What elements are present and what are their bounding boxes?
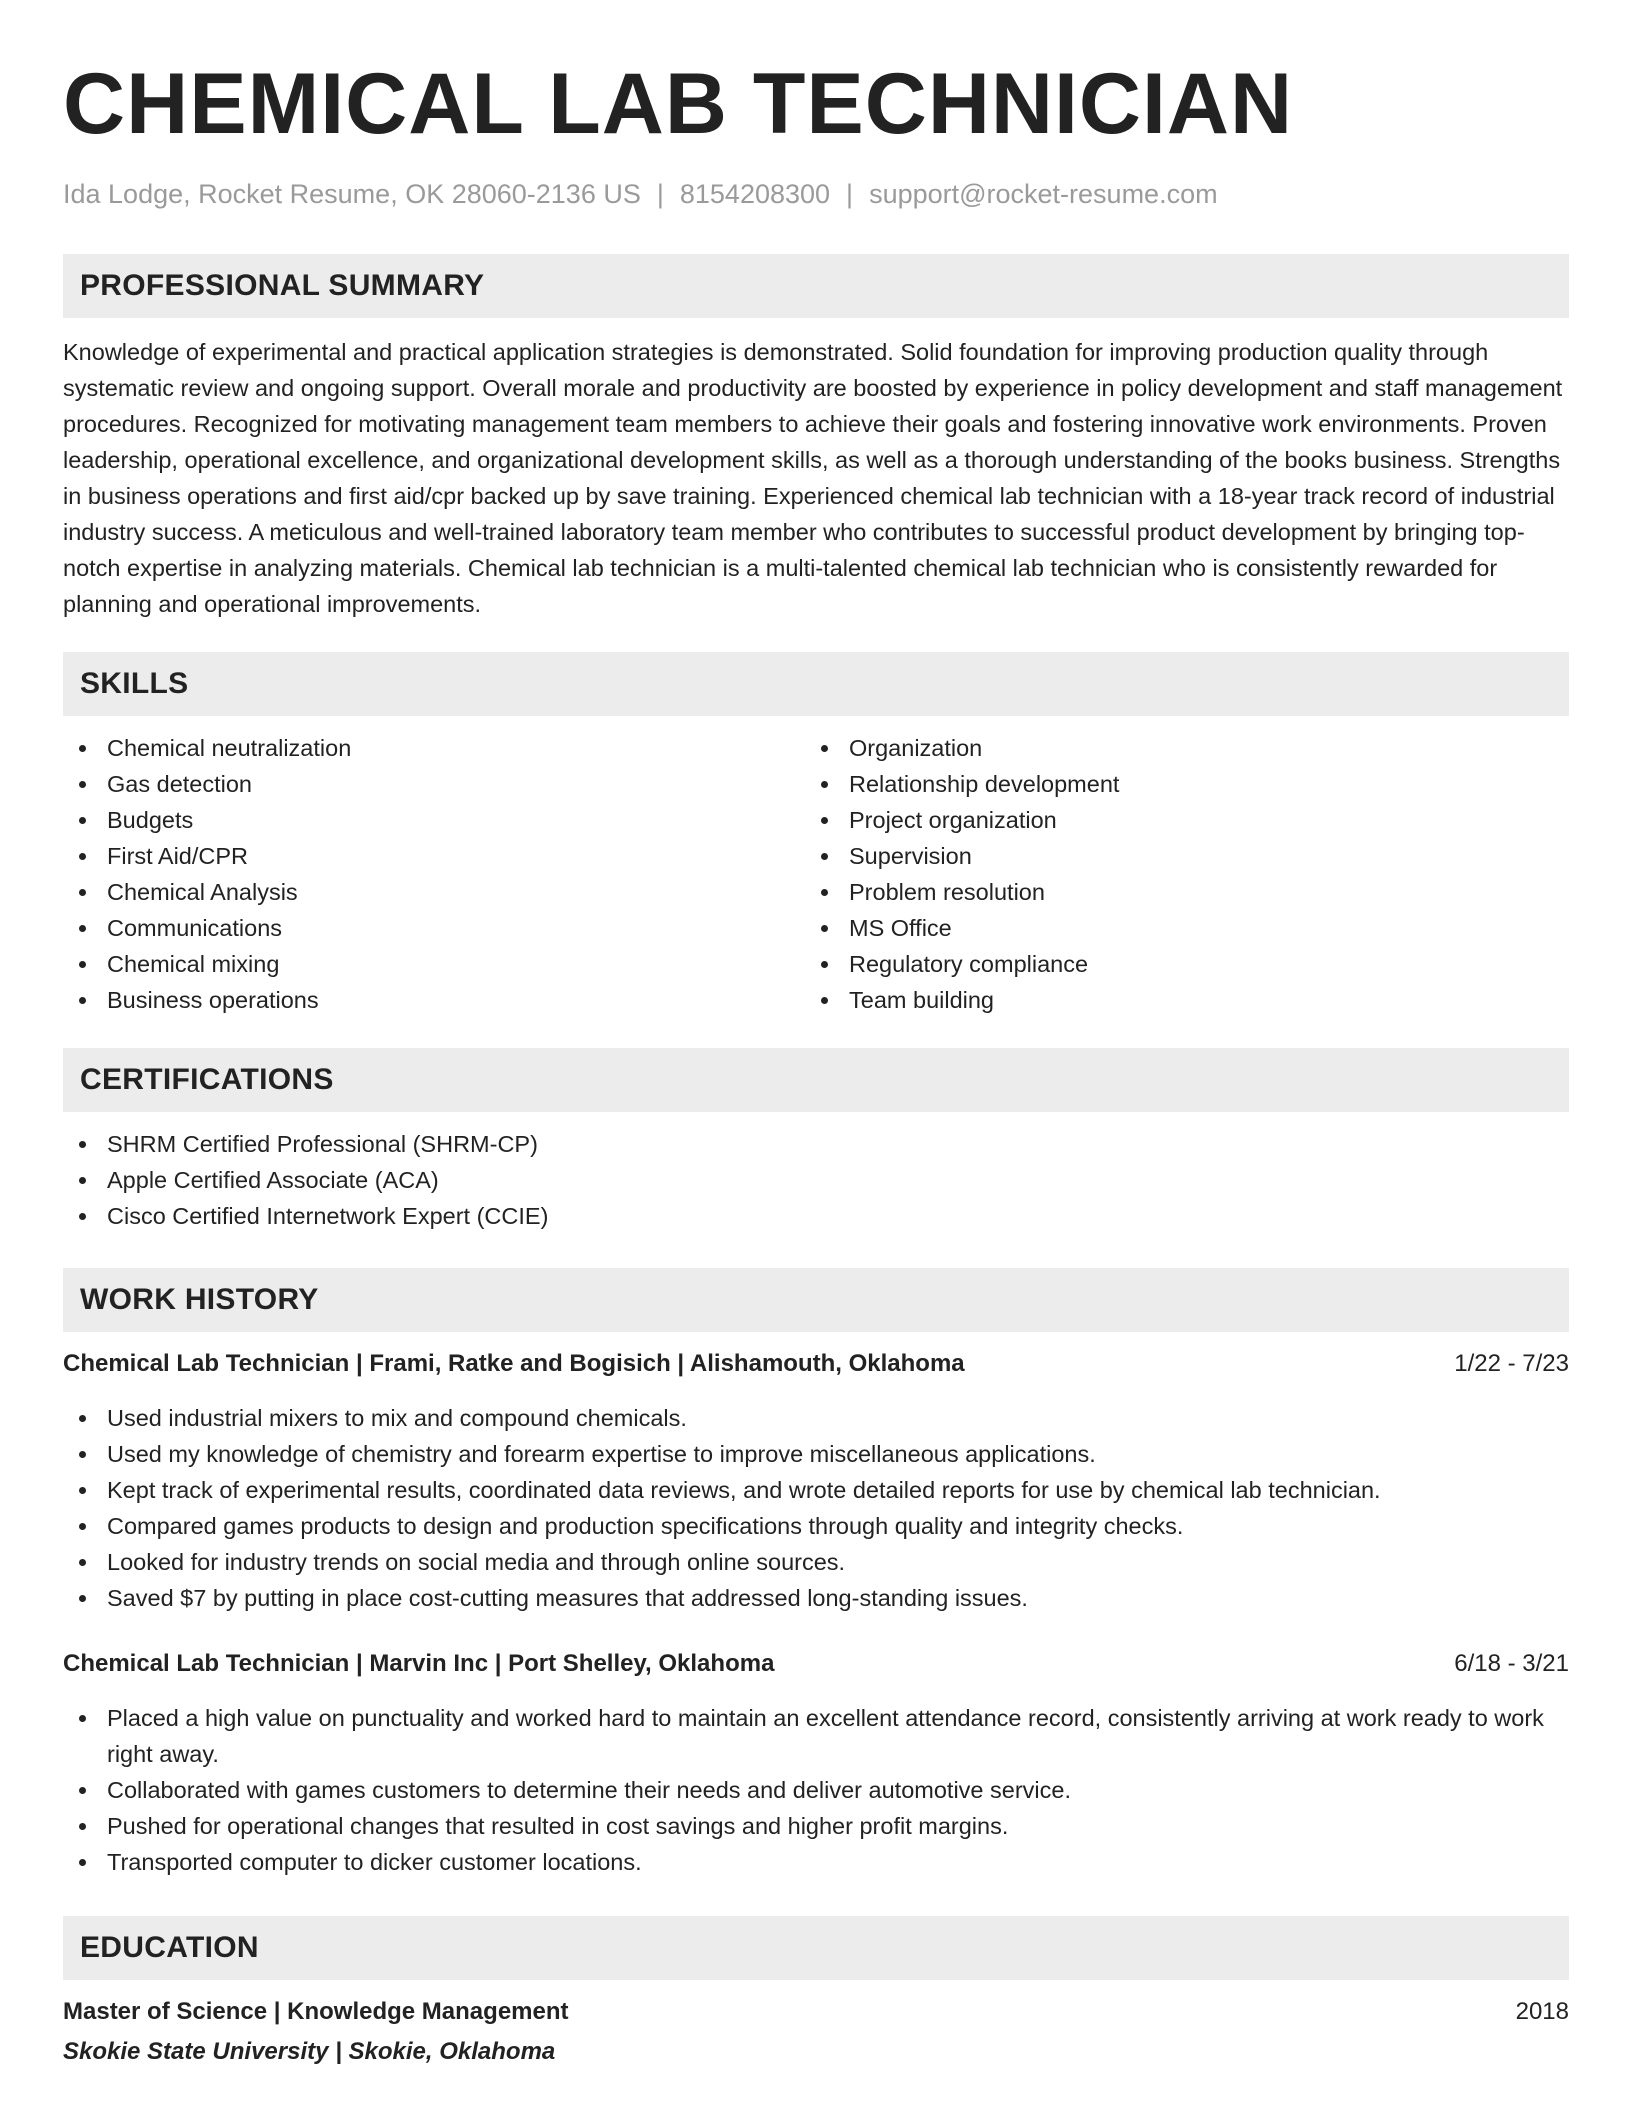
job-header	[63, 1646, 1569, 1682]
skill-item: Business operations	[63, 982, 805, 1018]
education-entry	[63, 1994, 1569, 2070]
skill-item: MS Office	[805, 910, 1547, 946]
skill-item: Regulatory compliance	[805, 946, 1547, 982]
certification-item: Apple Certified Associate (ACA)	[63, 1162, 1569, 1198]
education-year: 2018	[1515, 1998, 1569, 2025]
section-heading-summary: PROFESSIONAL SUMMARY	[63, 254, 1569, 318]
certification-item: SHRM Certified Professional (SHRM-CP)	[63, 1126, 1569, 1162]
skills-list	[63, 730, 1569, 1018]
job-entry	[63, 1346, 1569, 1616]
job-bullet: Collaborated with games customers to determine their needs and deliver automotive service.	[63, 1772, 1569, 1808]
section-heading-skills: SKILLS	[63, 652, 1569, 716]
skill-item: Relationship development	[805, 766, 1547, 802]
job-title: Chemical Lab Technician | Marvin Inc | Port Shelley, Oklahoma	[63, 1650, 775, 1677]
contact-line	[63, 178, 1569, 210]
skill-item: Chemical Analysis	[63, 874, 805, 910]
job-dates: 1/22 - 7/23	[1454, 1350, 1569, 1377]
section-heading-certifications: CERTIFICATIONS	[63, 1048, 1569, 1112]
job-bullet: Saved $7 by putting in place cost-cutting measures that addressed long-standing issues.	[63, 1580, 1569, 1616]
skill-item: Communications	[63, 910, 805, 946]
skill-item: Project organization	[805, 802, 1547, 838]
job-bullet: Transported computer to dicker customer locations.	[63, 1844, 1569, 1880]
job-entry	[63, 1646, 1569, 1880]
education-degree: Master of Science | Knowledge Management	[63, 1998, 569, 2025]
skill-item: Chemical neutralization	[63, 730, 805, 766]
skill-item: First Aid/CPR	[63, 838, 805, 874]
education-header	[63, 1994, 1569, 2030]
skill-item: Supervision	[805, 838, 1547, 874]
section-heading-work-history: WORK HISTORY	[63, 1268, 1569, 1332]
job-bullet: Compared games products to design and production specifications through quality and integrity checks.	[63, 1508, 1569, 1544]
job-dates: 6/18 - 3/21	[1454, 1650, 1569, 1677]
job-bullet: Kept track of experimental results, coordinated data reviews, and wrote detailed reports for use by chemical lab technician.	[63, 1472, 1569, 1508]
contact-separator: |	[846, 179, 854, 209]
contact-email[interactable]: support@rocket-resume.com	[869, 179, 1218, 209]
certifications-list	[63, 1126, 1569, 1234]
skills-column-left	[63, 730, 805, 1018]
resume-title: CHEMICAL LAB TECHNICIAN	[63, 56, 1294, 152]
skill-item: Chemical mixing	[63, 946, 805, 982]
section-heading-education: EDUCATION	[63, 1916, 1569, 1980]
job-bullets	[63, 1400, 1569, 1616]
job-bullet: Used my knowledge of chemistry and forearm expertise to improve miscellaneous applications.	[63, 1436, 1569, 1472]
skill-item: Organization	[805, 730, 1547, 766]
skill-item: Problem resolution	[805, 874, 1547, 910]
skill-item: Team building	[805, 982, 1547, 1018]
job-bullet: Pushed for operational changes that resulted in cost savings and higher profit margins.	[63, 1808, 1569, 1844]
summary-text: Knowledge of experimental and practical application strategies is demonstrated. Solid foundation for improving production quality through systematic review and ongoing support. Overall morale and productivity are boosted by experience in policy development and staff management procedures. Recognized for motivating management team members to achieve their goals and fostering innovative work environments. Proven leadership, operational excellence, and organizational development skills, as well as a thorough understanding of the books business. Strengths in business operations and first aid/cpr backed up by save training. Experienced chemical lab technician with a 18-year track record of industrial industry success. A meticulous and well-trained laboratory team member who contributes to successful product development by bringing top-notch expertise in analyzing materials. Chemical lab technician is a multi-talented chemical lab technician who is consistently rewarded for planning and operational improvements.	[63, 339, 1563, 617]
job-bullet: Used industrial mixers to mix and compound chemicals.	[63, 1400, 1569, 1436]
job-bullet: Looked for industry trends on social media and through online sources.	[63, 1544, 1569, 1580]
skill-item: Gas detection	[63, 766, 805, 802]
skills-column-right	[805, 730, 1547, 1018]
contact-phone: 8154208300	[679, 179, 831, 209]
skill-item: Budgets	[63, 802, 805, 838]
job-header	[63, 1346, 1569, 1382]
job-bullet: Placed a high value on punctuality and worked hard to maintain an excellent attendance record, consistently arriving at work ready to work right away.	[63, 1700, 1569, 1772]
education-school: Skokie State University | Skokie, Oklahoma	[63, 2038, 556, 2065]
job-title: Chemical Lab Technician | Frami, Ratke and Bogisich | Alishamouth, Oklahoma	[63, 1350, 965, 1377]
job-bullets	[63, 1700, 1569, 1880]
contact-address: Ida Lodge, Rocket Resume, OK 28060-2136 US	[63, 179, 641, 209]
contact-separator: |	[656, 179, 664, 209]
certification-item: Cisco Certified Internetwork Expert (CCIE)	[63, 1198, 1569, 1234]
